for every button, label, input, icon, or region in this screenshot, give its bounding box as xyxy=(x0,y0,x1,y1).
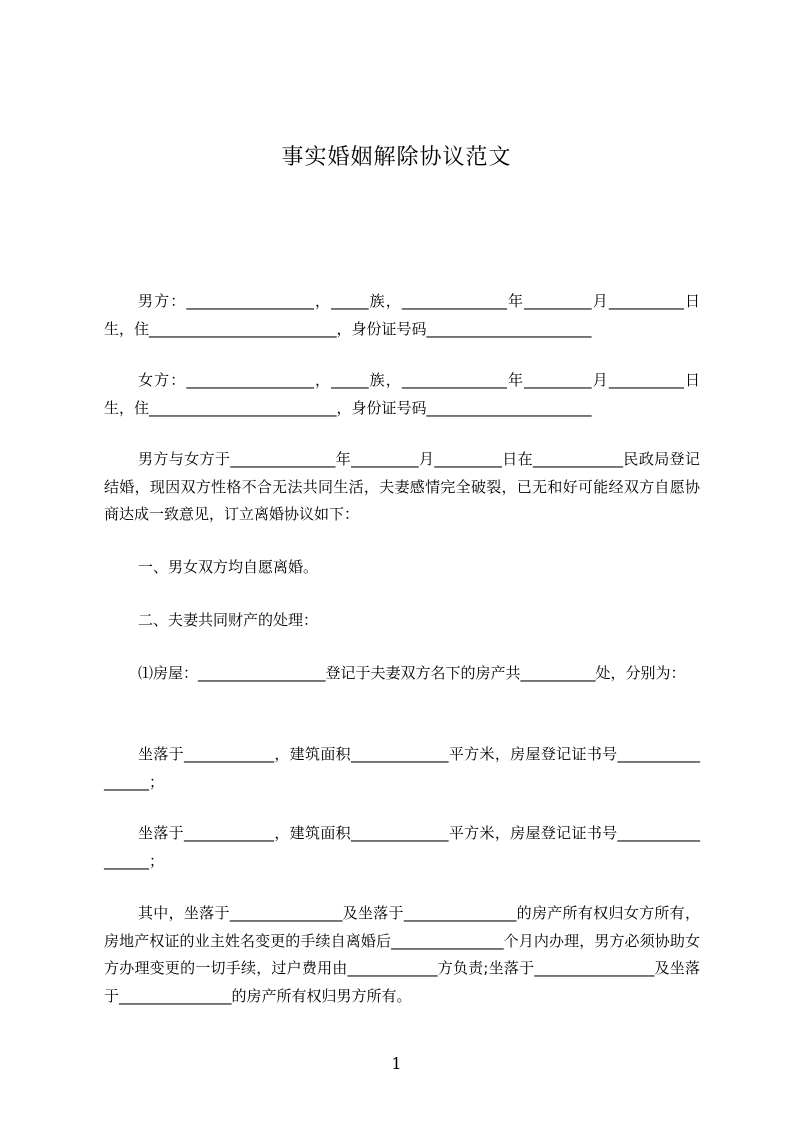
paragraph-house-location-2: 坐落于____________，建筑面积_____________平方米，房屋登记证书号_________________； xyxy=(104,824,700,870)
page-number: 1 xyxy=(391,1054,402,1073)
paragraph-house-location-1: 坐落于____________，建筑面积_____________平方米，房屋登记证书号_________________； xyxy=(104,745,700,791)
paragraph-clause-1: 一、男女双方均自愿离婚。 xyxy=(138,558,319,576)
paragraph-house-ownership: 其中，坐落于_______________及坐落于_______________的房产所有权归女方所有，房地产权证的业主姓名变更的手续自离婚后_______________个月内办理，男方必须协助女方办理变更的一切手续，过户费用由____________方负责;坐落于________________及坐落于_______________的房产所有权归男方所有。 xyxy=(104,904,700,1005)
paragraph-marriage-registration: 男方与女方于______________年_________月_________日在____________民政局登记结婚，现因双方性格不合无法共同生活，夫妻感情完全破裂，已无和好可能经双方自愿协商达成一致意见，订立离婚协议如下： xyxy=(104,450,700,523)
paragraph-house: ⑴房屋：_________________登记于夫妻双方名下的房产共__________处，分别为： xyxy=(138,664,686,682)
paragraph-female-party: 女方：_________________，_____族，______________年_________月__________日生，住_________________________，身份证号码______________________ xyxy=(104,371,700,417)
paragraph-clause-2: 二、夫妻共同财产的处理： xyxy=(138,611,319,629)
document-title: 事实婚姻解除协议范文 xyxy=(281,145,512,170)
paragraph-male-party: 男方：_________________，_____族，______________年_________月__________日生，住_________________________，身份证号码______________________ xyxy=(104,292,700,338)
